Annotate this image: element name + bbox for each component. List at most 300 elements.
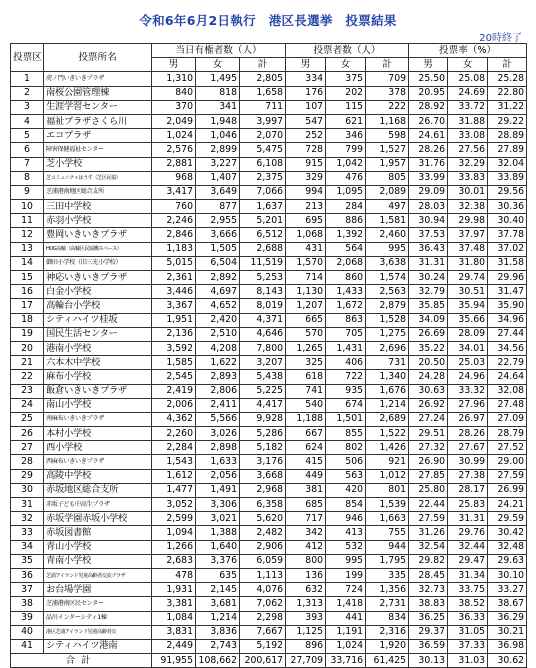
header-voters-female: 女	[326, 58, 366, 72]
voters-male: 449	[286, 469, 326, 483]
district-number: 2	[11, 86, 44, 100]
table-row	[11, 611, 527, 625]
registered-female: 2,743	[196, 639, 240, 653]
rate-total: 30.21	[488, 625, 527, 639]
voters-female: 441	[326, 611, 366, 625]
registered-total: 1,658	[240, 86, 286, 100]
registered-total: 6,108	[240, 157, 286, 171]
voters-total: 1,168	[366, 114, 409, 128]
rate-female: 35.66	[448, 313, 488, 327]
voters-male: 325	[286, 356, 326, 370]
voters-total: 921	[366, 455, 409, 469]
voters-male: 1,188	[286, 412, 326, 426]
voters-female: 202	[326, 86, 366, 100]
voters-total: 1,676	[366, 384, 409, 398]
registered-total: 4,076	[240, 583, 286, 597]
voters-female: 722	[326, 370, 366, 384]
voters-female: 563	[326, 469, 366, 483]
registered-female: 1,622	[196, 356, 240, 370]
registered-male: 1,183	[152, 242, 196, 256]
voters-total: 1,527	[366, 143, 409, 157]
voters-female: 1,024	[326, 639, 366, 653]
voters-total: 2,731	[366, 597, 409, 611]
voters-total: 805	[366, 171, 409, 185]
voters-female: 854	[326, 498, 366, 512]
header-voters-total: 計	[366, 58, 409, 72]
rate-male: 28.26	[409, 143, 448, 157]
rate-male: 20.95	[409, 86, 448, 100]
rate-female: 25.03	[448, 356, 488, 370]
district-number: 32	[11, 512, 44, 526]
table-row	[11, 256, 527, 270]
district-number: 29	[11, 469, 44, 483]
table-row	[11, 441, 527, 455]
rate-female: 27.38	[448, 469, 488, 483]
voters-total: 222	[366, 100, 409, 114]
registered-male: 1,931	[152, 583, 196, 597]
rate-total: 30.36	[488, 200, 527, 214]
rate-male: 28.03	[409, 200, 448, 214]
registered-total: 2,070	[240, 129, 286, 143]
registered-total: 5,438	[240, 370, 286, 384]
registered-total: 8,143	[240, 285, 286, 299]
rate-male: 33.99	[409, 171, 448, 185]
table-row	[11, 100, 527, 114]
registered-female: 3,376	[196, 554, 240, 568]
total-registered-male: 91,955	[152, 654, 196, 668]
voters-total: 834	[366, 611, 409, 625]
rate-male: 28.45	[409, 568, 448, 582]
district-number: 10	[11, 200, 44, 214]
voters-male: 896	[286, 639, 326, 653]
rate-female: 32.44	[448, 540, 488, 554]
polling-place-name: 六本木中学校	[44, 356, 152, 370]
rate-female: 35.94	[448, 299, 488, 313]
rate-male: 36.59	[409, 639, 448, 653]
registered-male: 1,024	[152, 129, 196, 143]
voters-female: 420	[326, 483, 366, 497]
table-row	[11, 271, 527, 285]
table-row	[11, 356, 527, 370]
voters-total: 1,340	[366, 370, 409, 384]
header-voters: 投票者数（人）	[286, 44, 409, 58]
registered-male: 478	[152, 568, 196, 582]
district-number: 4	[11, 114, 44, 128]
voters-female: 995	[326, 554, 366, 568]
voters-total: 2,563	[366, 285, 409, 299]
voters-female: 674	[326, 398, 366, 412]
voters-female: 406	[326, 356, 366, 370]
registered-female: 877	[196, 200, 240, 214]
rate-total: 35.90	[488, 299, 527, 313]
district-number: 14	[11, 256, 44, 270]
district-number: 6	[11, 143, 44, 157]
table-row	[11, 72, 527, 86]
voters-female: 346	[326, 129, 366, 143]
rate-female: 27.96	[448, 398, 488, 412]
rate-male: 26.69	[409, 327, 448, 341]
table-row	[11, 185, 527, 199]
rate-total: 34.56	[488, 341, 527, 355]
registered-male: 2,006	[152, 398, 196, 412]
table-row	[11, 554, 527, 568]
registered-female: 6,504	[196, 256, 240, 270]
voters-male: 618	[286, 370, 326, 384]
rate-total: 37.02	[488, 242, 527, 256]
rate-male: 31.76	[409, 157, 448, 171]
voters-total: 801	[366, 483, 409, 497]
rate-total: 36.98	[488, 639, 527, 653]
polling-place-name: 神応いきいきプラザ	[44, 271, 152, 285]
registered-total: 2,968	[240, 483, 286, 497]
rate-total: 22.79	[488, 356, 527, 370]
rate-male: 27.59	[409, 512, 448, 526]
registered-female: 818	[196, 86, 240, 100]
registered-total: 5,286	[240, 427, 286, 441]
table-row	[11, 171, 527, 185]
voters-male: 570	[286, 327, 326, 341]
table-row	[11, 412, 527, 426]
rate-total: 27.44	[488, 327, 527, 341]
rate-male: 24.28	[409, 370, 448, 384]
registered-female: 5,566	[196, 412, 240, 426]
rate-total: 37.78	[488, 228, 527, 242]
table-row	[11, 583, 527, 597]
voters-total: 1,574	[366, 271, 409, 285]
polling-place-name: 障害保健福祉センター	[44, 143, 152, 157]
rate-total: 31.58	[488, 256, 527, 270]
registered-female: 1,388	[196, 526, 240, 540]
district-number: 16	[11, 285, 44, 299]
table-row	[11, 512, 527, 526]
voters-total: 1,214	[366, 398, 409, 412]
rate-female: 31.34	[448, 568, 488, 582]
polling-place-name: 青南小学校	[44, 554, 152, 568]
rate-male: 27.32	[409, 441, 448, 455]
registered-female: 3,306	[196, 498, 240, 512]
registered-total: 7,800	[240, 341, 286, 355]
registered-total: 11,519	[240, 256, 286, 270]
polling-place-name: 港南小学校	[44, 341, 152, 355]
polling-place-name: 国民生活センター	[44, 327, 152, 341]
rate-total: 26.99	[488, 483, 527, 497]
total-rate-total: 30.62	[488, 654, 527, 668]
registered-total: 3,207	[240, 356, 286, 370]
registered-total: 2,482	[240, 526, 286, 540]
rate-male: 29.82	[409, 554, 448, 568]
voters-male: 714	[286, 271, 326, 285]
district-number: 22	[11, 370, 44, 384]
registered-female: 1,214	[196, 611, 240, 625]
district-number: 5	[11, 129, 44, 143]
rate-female: 31.88	[448, 114, 488, 128]
rate-female: 38.52	[448, 597, 488, 611]
district-number: 12	[11, 228, 44, 242]
closing-time-note: 20時終了	[479, 33, 522, 44]
registered-total: 711	[240, 100, 286, 114]
voters-total: 709	[366, 72, 409, 86]
voters-total: 2,689	[366, 412, 409, 426]
voters-male: 632	[286, 583, 326, 597]
voters-female: 115	[326, 100, 366, 114]
rate-total: 32.08	[488, 384, 527, 398]
rate-female: 31.31	[448, 512, 488, 526]
registered-total: 7,062	[240, 597, 286, 611]
registered-male: 1,094	[152, 526, 196, 540]
table-row	[11, 398, 527, 412]
table-row	[11, 228, 527, 242]
voters-female: 564	[326, 242, 366, 256]
voters-female: 855	[326, 427, 366, 441]
voters-total: 995	[366, 242, 409, 256]
polling-place-name: 赤坂地区総合支所	[44, 483, 152, 497]
district-number: 7	[11, 157, 44, 171]
voters-total: 1,426	[366, 441, 409, 455]
table-row	[11, 285, 527, 299]
rate-total: 27.52	[488, 441, 527, 455]
voters-total: 497	[366, 200, 409, 214]
district-number: 18	[11, 313, 44, 327]
polling-place-name: 南桜公園管理棟	[44, 86, 152, 100]
polling-place-name: 生涯学習センター	[44, 100, 152, 114]
registered-male: 760	[152, 200, 196, 214]
registered-male: 1,543	[152, 455, 196, 469]
table-row	[11, 299, 527, 313]
district-number: 26	[11, 427, 44, 441]
district-number: 23	[11, 384, 44, 398]
rate-male: 29.37	[409, 625, 448, 639]
registered-male: 2,136	[152, 327, 196, 341]
rate-male: 32.79	[409, 285, 448, 299]
registered-female: 3,836	[196, 625, 240, 639]
registered-total: 2,688	[240, 242, 286, 256]
registered-male: 2,260	[152, 427, 196, 441]
voters-male: 176	[286, 86, 326, 100]
rate-female: 27.67	[448, 441, 488, 455]
table-row	[11, 114, 527, 128]
registered-male: 3,592	[152, 341, 196, 355]
voters-female: 1,095	[326, 185, 366, 199]
rate-female: 28.26	[448, 427, 488, 441]
registered-total: 5,620	[240, 512, 286, 526]
voters-male: 334	[286, 72, 326, 86]
polling-place-name: 飯倉いきいきプラザ	[44, 384, 152, 398]
rate-male: 30.24	[409, 271, 448, 285]
voters-female: 199	[326, 568, 366, 582]
voters-female: 1,431	[326, 341, 366, 355]
voters-male: 915	[286, 157, 326, 171]
district-number: 27	[11, 441, 44, 455]
rate-female: 36.33	[448, 611, 488, 625]
table-row	[11, 639, 527, 653]
voters-male: 431	[286, 242, 326, 256]
polling-place-name: 青山小学校	[44, 540, 152, 554]
voters-total: 1,356	[366, 583, 409, 597]
registered-female: 1,407	[196, 171, 240, 185]
rate-female: 24.69	[448, 86, 488, 100]
rate-total: 25.28	[488, 72, 527, 86]
rate-male: 20.50	[409, 356, 448, 370]
polling-place-name: エコプラザ	[44, 129, 152, 143]
registered-female: 3,681	[196, 597, 240, 611]
voters-female: 506	[326, 455, 366, 469]
voters-female: 1,418	[326, 597, 366, 611]
rate-male: 25.50	[409, 72, 448, 86]
rate-female: 33.72	[448, 100, 488, 114]
polling-place-name: 白金小学校	[44, 285, 152, 299]
table-row	[11, 526, 527, 540]
header-rate-total: 計	[488, 58, 527, 72]
district-number: 38	[11, 597, 44, 611]
rate-total: 36.29	[488, 611, 527, 625]
rate-male: 27.85	[409, 469, 448, 483]
registered-total: 1,637	[240, 200, 286, 214]
page-title: 令和6年6月2日執行 港区長選挙 投票結果	[139, 13, 397, 28]
voters-female: 2,068	[326, 256, 366, 270]
total-voters-male: 27,709	[286, 654, 326, 668]
table-row	[11, 86, 527, 100]
voters-male: 342	[286, 526, 326, 540]
rate-total: 29.63	[488, 554, 527, 568]
registered-female: 4,652	[196, 299, 240, 313]
rate-male: 35.85	[409, 299, 448, 313]
table-row	[11, 370, 527, 384]
registered-female: 2,145	[196, 583, 240, 597]
total-registered-total: 200,617	[240, 654, 286, 668]
rate-total: 33.89	[488, 171, 527, 185]
polling-place-name: 芝浦港南地区総合支所	[44, 185, 152, 199]
registered-female: 1,046	[196, 129, 240, 143]
header-registered-male: 男	[152, 58, 196, 72]
polling-place-name: 芝浦アイランド児童高齢者交流プラザ	[44, 568, 152, 582]
rate-female: 26.97	[448, 412, 488, 426]
registered-male: 1,310	[152, 72, 196, 86]
polling-place-name: シティハイツ桂坂	[44, 313, 152, 327]
district-number: 35	[11, 554, 44, 568]
header-rate-male: 男	[409, 58, 448, 72]
registered-male: 1,951	[152, 313, 196, 327]
polling-place-name: 芝小学校	[44, 157, 152, 171]
registered-total: 4,371	[240, 313, 286, 327]
voters-female: 863	[326, 313, 366, 327]
table-row	[11, 157, 527, 171]
district-number: 34	[11, 540, 44, 554]
rate-female: 30.99	[448, 455, 488, 469]
registered-female: 2,898	[196, 441, 240, 455]
district-number: 3	[11, 100, 44, 114]
registered-total: 7,667	[240, 625, 286, 639]
rate-female: 30.51	[448, 285, 488, 299]
rate-total: 31.22	[488, 100, 527, 114]
voters-total: 1,539	[366, 498, 409, 512]
registered-male: 968	[152, 171, 196, 185]
rate-total: 24.64	[488, 370, 527, 384]
rate-total: 38.67	[488, 597, 527, 611]
voters-male: 1,570	[286, 256, 326, 270]
polling-place-name: 御田小学校（旧三光小学校）	[44, 256, 152, 270]
rate-total: 22.80	[488, 86, 527, 100]
voters-female: 1,433	[326, 285, 366, 299]
rate-total: 27.89	[488, 143, 527, 157]
registered-female: 2,806	[196, 384, 240, 398]
voters-female: 1,392	[326, 228, 366, 242]
district-number: 9	[11, 185, 44, 199]
district-number: 19	[11, 327, 44, 341]
voters-male: 665	[286, 313, 326, 327]
header-rate: 投票率（%）	[409, 44, 527, 58]
table-row	[11, 384, 527, 398]
registered-total: 2,298	[240, 611, 286, 625]
voters-male: 547	[286, 114, 326, 128]
voters-male: 1,313	[286, 597, 326, 611]
polling-place-name: 本村小学校	[44, 427, 152, 441]
polling-place-name: 品川インターシティ1棟	[44, 611, 152, 625]
rate-male: 37.53	[409, 228, 448, 242]
voters-female: 1,191	[326, 625, 366, 639]
rate-female: 30.01	[448, 185, 488, 199]
registered-male: 3,381	[152, 597, 196, 611]
registered-male: 5,015	[152, 256, 196, 270]
registered-total: 5,192	[240, 639, 286, 653]
registered-total: 9,928	[240, 412, 286, 426]
rate-male: 24.61	[409, 129, 448, 143]
total-rate-male: 30.13	[409, 654, 448, 668]
voters-female: 413	[326, 526, 366, 540]
rate-female: 37.48	[448, 242, 488, 256]
rate-male: 30.63	[409, 384, 448, 398]
registered-male: 2,449	[152, 639, 196, 653]
registered-female: 2,411	[196, 398, 240, 412]
registered-male: 3,831	[152, 625, 196, 639]
polling-place-name: 赤坂図書館	[44, 526, 152, 540]
rate-female: 33.08	[448, 129, 488, 143]
voters-male: 728	[286, 143, 326, 157]
polling-place-name: お台場学園	[44, 583, 152, 597]
rate-total: 32.04	[488, 157, 527, 171]
polling-place-name: 西麻布いきいきプラザ	[44, 455, 152, 469]
rate-male: 34.09	[409, 313, 448, 327]
voters-male: 213	[286, 200, 326, 214]
registered-female: 1,948	[196, 114, 240, 128]
voters-male: 107	[286, 100, 326, 114]
polling-place-name: 芝コミュニティはうす（芝区民協）	[44, 171, 152, 185]
voters-male: 800	[286, 554, 326, 568]
registered-female: 3,666	[196, 228, 240, 242]
rate-male: 31.26	[409, 526, 448, 540]
rate-male: 32.54	[409, 540, 448, 554]
district-number: 13	[11, 242, 44, 256]
table-header	[11, 44, 527, 72]
registered-female: 2,420	[196, 313, 240, 327]
voters-male: 1,265	[286, 341, 326, 355]
rate-female: 28.17	[448, 483, 488, 497]
voters-male: 741	[286, 384, 326, 398]
voters-total: 335	[366, 568, 409, 582]
rate-female: 29.47	[448, 554, 488, 568]
voters-total: 2,089	[366, 185, 409, 199]
registered-male: 2,361	[152, 271, 196, 285]
table-row	[11, 568, 527, 582]
polling-place-name: HUG高輪（高輪区民協働スペース）	[44, 242, 152, 256]
district-number: 33	[11, 526, 44, 540]
rate-male: 36.25	[409, 611, 448, 625]
registered-female: 3,026	[196, 427, 240, 441]
polling-place-name: 南麻布いきいきプラザ	[44, 412, 152, 426]
voters-total: 1,528	[366, 313, 409, 327]
voters-female: 1,501	[326, 412, 366, 426]
registered-total: 6,358	[240, 498, 286, 512]
rate-total: 27.48	[488, 398, 527, 412]
